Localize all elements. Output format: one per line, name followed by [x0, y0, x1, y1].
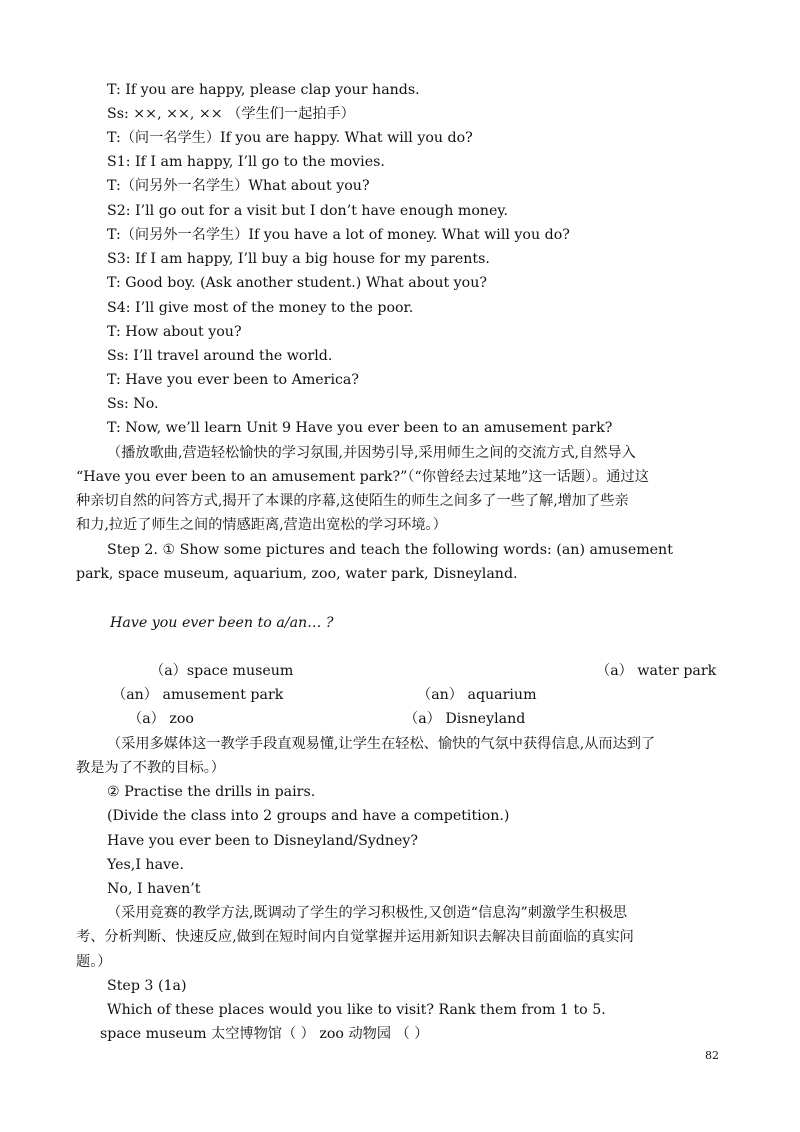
drill-line: Have you ever been to Disneyland/Sydney? — [107, 833, 419, 849]
step-line: park, space museum, aquarium, zoo, water park, Disneyland. — [76, 566, 518, 582]
dialogue-line: T: Have you ever been to America? — [107, 372, 360, 388]
vocab-item: （a） water park — [596, 663, 717, 679]
drill-line: No, I haven’t — [107, 881, 201, 897]
dialogue-line: S2: I’ll go out for a visit but I don’t have enough money. — [107, 203, 509, 219]
commentary-line: “Have you ever been to an amusement park?”（“你曾经去过某地”这一话题）。通过这 — [76, 469, 649, 485]
page-number: 82 — [705, 1049, 719, 1062]
dialogue-line: S1: If I am happy, I’ll go to the movies. — [107, 154, 385, 170]
vocab-item: （a） Disneyland — [404, 711, 526, 727]
commentary-line: （播放歌曲,营造轻松愉快的学习氛围,并因势引导,采用师生之间的交流方式,自然导入 — [107, 445, 636, 461]
dialogue-line: T:（问另外一名学生）If you have a lot of money. What will you do? — [107, 227, 570, 243]
step-line: Which of these places would you like to visit? Rank them from 1 to 5. — [107, 1002, 606, 1018]
dialogue-line: T: How about you? — [107, 324, 242, 340]
dialogue-line: T: If you are happy, please clap your hands. — [107, 82, 420, 98]
dialogue-line: Ss: ××, ××, ×× （学生们一起拍手） — [107, 106, 355, 122]
step-line: Step 3 (1a) — [107, 978, 187, 994]
step-line: (Divide the class into 2 groups and have a competition.) — [107, 808, 510, 824]
commentary-line: 教是为了不教的目标。） — [76, 760, 225, 776]
dialogue-line: T: Good boy. (Ask another student.) What about you? — [107, 275, 487, 291]
commentary-line: （采用竞赛的教学方法,既调动了学生的学习积极性,又创造“信息沟”刺激学生积极思 — [107, 905, 628, 921]
vocab-item: （a）space museum — [150, 663, 294, 679]
vocab-item: （an） aquarium — [417, 687, 537, 703]
question-pattern: Have you ever been to a/an… ? — [110, 615, 334, 631]
step-line: ② Practise the drills in pairs. — [107, 784, 316, 800]
commentary-line: 和力,拉近了师生之间的情感距离,营造出宽松的学习环境。） — [76, 517, 447, 533]
dialogue-line: Ss: No. — [107, 396, 159, 412]
dialogue-line: Ss: I’ll travel around the world. — [107, 348, 333, 364]
dialogue-line: T:（问另外一名学生）What about you? — [107, 178, 370, 194]
drill-line: Yes,I have. — [107, 857, 184, 873]
commentary-line: 题。） — [76, 954, 112, 970]
commentary-line: （采用多媒体这一教学手段直观易懂,让学生在轻松、愉快的气氛中获得信息,从而达到了 — [107, 736, 656, 752]
dialogue-line: S3: If I am happy, I’ll buy a big house for my parents. — [107, 251, 490, 267]
dialogue-line: T:（问一名学生）If you are happy. What will you do? — [107, 130, 473, 146]
dialogue-line: T: Now, we’ll learn Unit 9 Have you ever been to an amusement park? — [107, 420, 613, 436]
vocab-item: （a） zoo — [128, 711, 194, 727]
vocab-item: （an） amusement park — [112, 687, 284, 703]
commentary-line: 考、分析判断、快速反应,做到在短时间内自觉掌握并运用新知识去解决目前面临的真实问 — [76, 929, 634, 945]
step-line: Step 2. ① Show some pictures and teach the following words: (an) amusement — [107, 542, 673, 558]
ranking-line: space museum 太空博物馆（ ） zoo 动物园 （ ） — [100, 1026, 429, 1042]
commentary-line: 种亲切自然的问答方式,揭开了本课的序幕,这使陌生的师生之间多了一些了解,增加了些亲 — [76, 493, 629, 509]
dialogue-line: S4: I’ll give most of the money to the poor. — [107, 300, 414, 316]
